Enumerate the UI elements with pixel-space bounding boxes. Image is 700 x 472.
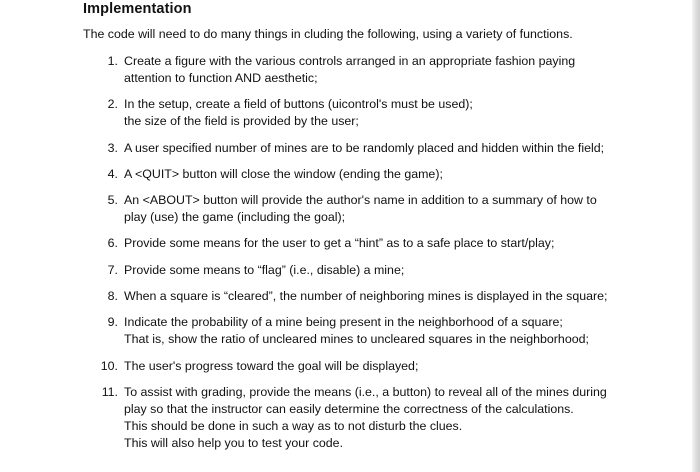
- list-item-number: 5.: [107, 193, 118, 207]
- list-item-number: 3.: [107, 141, 118, 155]
- list-item-number: 7.: [107, 263, 118, 277]
- list-item-line: That is, show the ratio of uncleared mines to uncleared squares in the neighborhood;: [124, 332, 589, 346]
- list-item-line: This will also help you to test your code.: [124, 436, 344, 450]
- list-item-line: the size of the field is provided by the user;: [124, 114, 359, 128]
- list-item-number: 6.: [107, 236, 118, 250]
- list-item-line: Indicate the probability of a mine being present in the neighborhood of a square;: [124, 315, 563, 329]
- list-item-line: To assist with grading, provide the means (i.e., a button) to reveal all of the mines during: [124, 385, 607, 399]
- list-item-line: Provide some means for the user to get a “hint” as to a safe place to start/play;: [124, 236, 555, 250]
- list-item-number: 2.: [107, 97, 118, 111]
- list-item-number: 10.: [100, 359, 118, 373]
- list-item-line: play so that the instructor can easily determine the correctness of the calculations.: [124, 402, 574, 416]
- list-item-number: 4.: [107, 167, 118, 181]
- list-item-line: Provide some means to “flag” (i.e., disable) a mine;: [124, 263, 405, 277]
- list-item-line: This should be done in such a way as to not disturb the clues.: [124, 419, 463, 433]
- section-heading: Implementation: [83, 1, 192, 17]
- list-item-number: 9.: [107, 315, 118, 329]
- list-item-line: An <ABOUT> button will provide the author's name in addition to a summary of how to: [124, 193, 597, 207]
- list-item-line: In the setup, create a field of buttons (uicontrol's must be used);: [124, 97, 473, 111]
- list-item-line: When a square is “cleared”, the number of neighboring mines is displayed in the square;: [124, 289, 608, 303]
- list-item-line: Create a figure with the various controls arranged in an appropriate fashion paying: [124, 54, 576, 68]
- list-item-line: The user's progress toward the goal will be displayed;: [124, 359, 419, 373]
- page-edge-shadow: [692, 0, 700, 472]
- list-item-number: 8.: [107, 289, 118, 303]
- list-item-line: attention to function AND aesthetic;: [124, 71, 318, 85]
- intro-paragraph: The code will need to do many things in cluding the following, using a variety of functions.: [83, 27, 573, 41]
- list-item-line: A user specified number of mines are to be randomly placed and hidden within the field;: [124, 141, 605, 155]
- list-item-number: 1.: [107, 54, 118, 68]
- list-item-line: A <QUIT> button will close the window (ending the game);: [124, 167, 443, 181]
- list-item-line: play (use) the game (including the goal);: [124, 210, 346, 224]
- list-item-number: 11.: [101, 385, 118, 399]
